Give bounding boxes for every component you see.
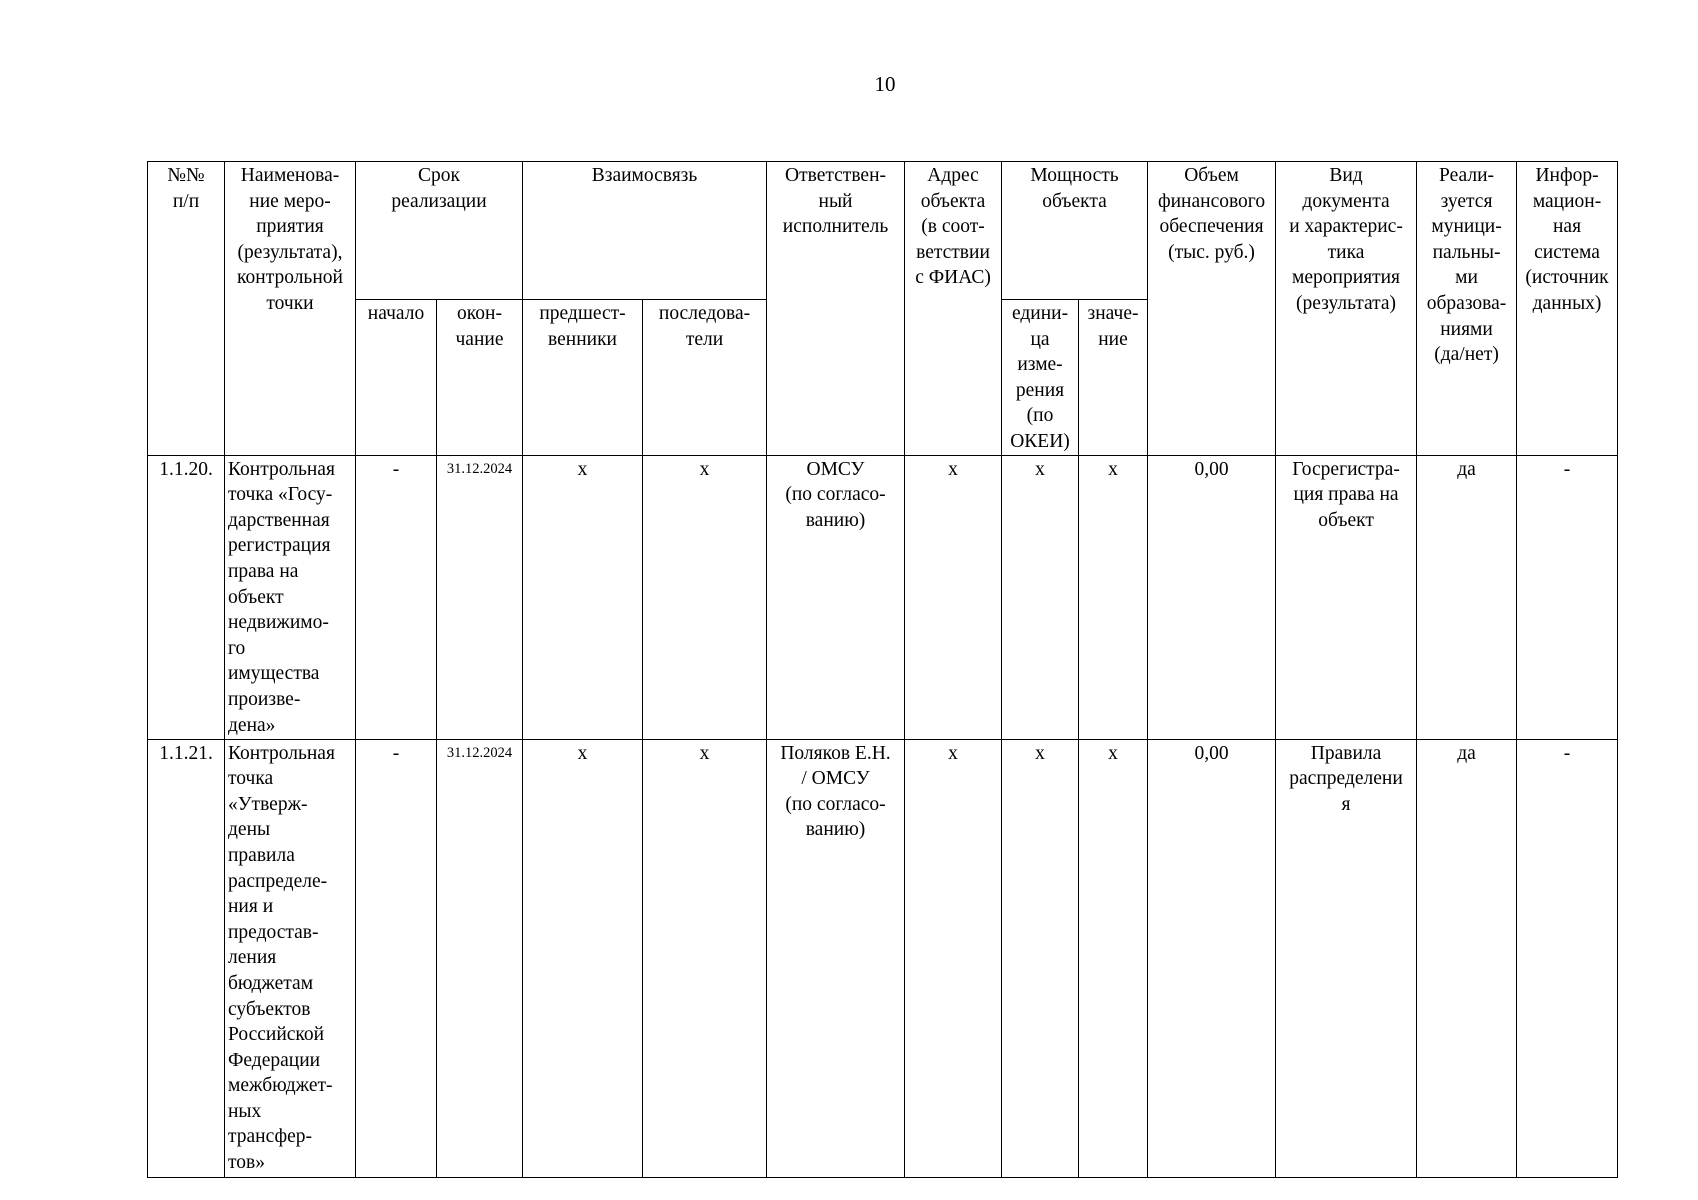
cell-line: ниями xyxy=(1440,318,1493,340)
cell-responsible xyxy=(767,455,905,739)
cell-prev: х xyxy=(523,739,643,1177)
cell-next: х xyxy=(643,739,767,1177)
cell-line: ванию) xyxy=(805,509,866,531)
cell-line: регистрация xyxy=(228,535,331,557)
cell-responsible xyxy=(767,739,905,1177)
cell-line: (по xyxy=(1026,405,1054,427)
cell-line: документа xyxy=(1302,190,1390,212)
cell-line: пальны- xyxy=(1432,241,1501,263)
cell-line: Правила xyxy=(1310,742,1382,764)
header-row-1 xyxy=(148,162,1618,300)
cell-line: объекта xyxy=(920,190,986,212)
cell-line: точка xyxy=(228,768,274,790)
cell-doc-type xyxy=(1276,455,1417,739)
cell-line: ОМСУ xyxy=(806,458,865,480)
cell-line: исполнитель xyxy=(782,216,889,238)
cell-line: (результата) xyxy=(1296,292,1397,314)
cell-line: с ФИАС) xyxy=(915,267,991,289)
cell-start: - xyxy=(356,455,437,739)
cell-line: ных xyxy=(228,1100,262,1122)
cell-line: (по согласо- xyxy=(785,484,886,506)
cell-line: (да/нет) xyxy=(1434,344,1499,366)
cell-line: Контрольная xyxy=(228,458,335,480)
cell-next: х xyxy=(643,455,767,739)
header-doc-type xyxy=(1276,162,1417,456)
cell-line: ми xyxy=(1455,267,1478,289)
cell-line: №№ xyxy=(167,165,205,186)
cell-line: данных) xyxy=(1532,292,1602,314)
cell-line: Российской xyxy=(228,1024,325,1046)
cell-line: правила xyxy=(228,844,295,866)
cell-line: ОКЕИ) xyxy=(1010,430,1070,452)
cell-line: распределе- xyxy=(228,870,328,892)
cell-line: чание xyxy=(455,328,504,350)
cell-line: ция права на xyxy=(1293,484,1399,506)
cell-line: мероприятия xyxy=(1292,267,1401,289)
cell-line: ления xyxy=(228,947,277,969)
cell-line: Адрес xyxy=(927,165,979,186)
cell-line: Наименова- xyxy=(240,165,340,186)
cell-line: дена» xyxy=(228,714,276,736)
header-volume xyxy=(1148,162,1276,456)
cell-line: Ответствен- xyxy=(785,165,886,186)
cell-volume: 0,00 xyxy=(1148,455,1276,739)
header-term xyxy=(356,162,523,300)
cell-num: 1.1.20. xyxy=(148,455,225,739)
cell-doc-type xyxy=(1276,739,1417,1177)
cell-line: п/п xyxy=(172,190,200,212)
cell-line: распределени xyxy=(1289,768,1403,790)
header-term-start xyxy=(356,300,437,456)
cell-line: ветствии xyxy=(916,241,990,263)
cell-line: ния и xyxy=(228,896,274,918)
cell-line: предшест- xyxy=(539,303,626,324)
header-name xyxy=(225,162,356,456)
cell-line: Федерации xyxy=(228,1049,321,1071)
cell-name xyxy=(225,455,356,739)
cell-line: имущества xyxy=(228,663,320,685)
cell-line: обеспечения xyxy=(1159,216,1264,238)
cell-line: Реали- xyxy=(1439,165,1495,186)
header-responsible xyxy=(767,162,905,456)
cell-line: и характерис- xyxy=(1289,216,1403,238)
cell-line: Мощность xyxy=(1030,165,1119,186)
cell-line: «Утверж- xyxy=(228,793,308,815)
cell-line: / ОМСУ xyxy=(801,768,870,790)
header-capacity-value xyxy=(1079,300,1148,456)
cell-line: ние меро- xyxy=(249,190,331,212)
cell-line: едини- xyxy=(1011,303,1069,324)
cell-start: - xyxy=(356,739,437,1177)
cell-volume: 0,00 xyxy=(1148,739,1276,1177)
cell-line: тели xyxy=(685,328,724,350)
cell-line: дарственная xyxy=(228,509,330,531)
cell-line: окон- xyxy=(457,303,502,324)
cell-line: дены xyxy=(228,819,271,841)
cell-line: финансового xyxy=(1157,190,1266,212)
cell-line: образова- xyxy=(1426,292,1507,314)
cell-line: ца xyxy=(1030,328,1050,350)
cell-line: (по согласо- xyxy=(785,793,886,815)
cell-line: Срок xyxy=(418,165,460,186)
cell-unit: х xyxy=(1002,455,1079,739)
cell-line: объекта xyxy=(1042,190,1107,212)
cell-address: х xyxy=(905,739,1002,1177)
cell-value: х xyxy=(1079,739,1148,1177)
header-link xyxy=(523,162,767,300)
header-link-next xyxy=(643,300,767,456)
cell-address: х xyxy=(905,455,1002,739)
header-municipal xyxy=(1417,162,1517,456)
cell-info-system: - xyxy=(1517,455,1618,739)
cell-line: Вид xyxy=(1329,165,1363,186)
cell-end: 31.12.2024 xyxy=(437,455,523,739)
cell-line: система xyxy=(1534,241,1600,263)
cell-line: Контрольная xyxy=(228,742,335,764)
cell-line: (источник xyxy=(1525,267,1609,289)
cell-unit: х xyxy=(1002,739,1079,1177)
activities-table xyxy=(147,161,1618,1178)
cell-line: межбюджет- xyxy=(228,1075,333,1097)
cell-line: реализации xyxy=(391,190,487,212)
cell-line: го xyxy=(228,637,246,659)
cell-line: рения xyxy=(1015,379,1065,401)
cell-line: тов» xyxy=(228,1152,265,1174)
cell-line: приятия xyxy=(256,216,324,238)
header-num xyxy=(148,162,225,456)
cell-line: Инфор- xyxy=(1535,165,1599,186)
cell-line: мацион- xyxy=(1532,190,1602,212)
cell-line: значе- xyxy=(1087,303,1139,324)
cell-line: недвижимо- xyxy=(228,612,329,634)
cell-line: я xyxy=(1341,793,1351,815)
header-capacity xyxy=(1002,162,1148,300)
header-link-prev xyxy=(523,300,643,456)
cell-line: (в соот- xyxy=(921,216,985,238)
cell-line: объект xyxy=(1318,509,1374,531)
cell-line: объект xyxy=(228,586,284,608)
cell-line: бюджетам xyxy=(228,972,314,994)
cell-info-system: - xyxy=(1517,739,1618,1177)
cell-line: венники xyxy=(548,328,617,350)
cell-line: предостав- xyxy=(228,921,319,943)
cell-line: последова- xyxy=(658,303,751,324)
cell-municipal: да xyxy=(1417,739,1517,1177)
cell-num: 1.1.21. xyxy=(148,739,225,1177)
header-capacity-unit xyxy=(1002,300,1079,456)
header-info-system xyxy=(1517,162,1618,456)
cell-line: ный xyxy=(818,190,853,212)
cell-line: (тыс. руб.) xyxy=(1168,241,1255,263)
cell-line: субъектов xyxy=(228,998,311,1020)
cell-line: Поляков Е.Н. xyxy=(780,742,891,764)
cell-line: произве- xyxy=(228,688,301,710)
cell-line: тика xyxy=(1327,241,1365,263)
cell-prev: х xyxy=(523,455,643,739)
cell-end: 31.12.2024 xyxy=(437,739,523,1177)
cell-name xyxy=(225,739,356,1177)
cell-line: (результата), xyxy=(237,241,343,263)
cell-line: начало xyxy=(367,303,425,324)
cell-line: ние xyxy=(1098,328,1128,350)
cell-line: зуется xyxy=(1440,190,1493,212)
cell-municipal: да xyxy=(1417,455,1517,739)
cell-line: Объем xyxy=(1184,165,1239,186)
cell-line: изме- xyxy=(1017,354,1063,376)
cell-line: ванию) xyxy=(805,819,866,841)
table-row xyxy=(148,739,1618,1177)
cell-line: трансфер- xyxy=(228,1126,313,1148)
cell-line: точки xyxy=(266,292,314,314)
cell-line: ная xyxy=(1553,216,1582,238)
cell-line: права на xyxy=(228,560,299,582)
cell-value: х xyxy=(1079,455,1148,739)
cell-line: муници- xyxy=(1431,216,1502,238)
header-term-end xyxy=(437,300,523,456)
cell-line: точка «Госу- xyxy=(228,484,333,506)
table-row xyxy=(148,455,1618,739)
cell-line: Госрегистра- xyxy=(1292,458,1400,480)
cell-line: контрольной xyxy=(237,267,343,289)
header-address xyxy=(905,162,1002,456)
page-number: 10 xyxy=(874,72,896,96)
cell-line: Взаимосвязь xyxy=(591,165,698,186)
